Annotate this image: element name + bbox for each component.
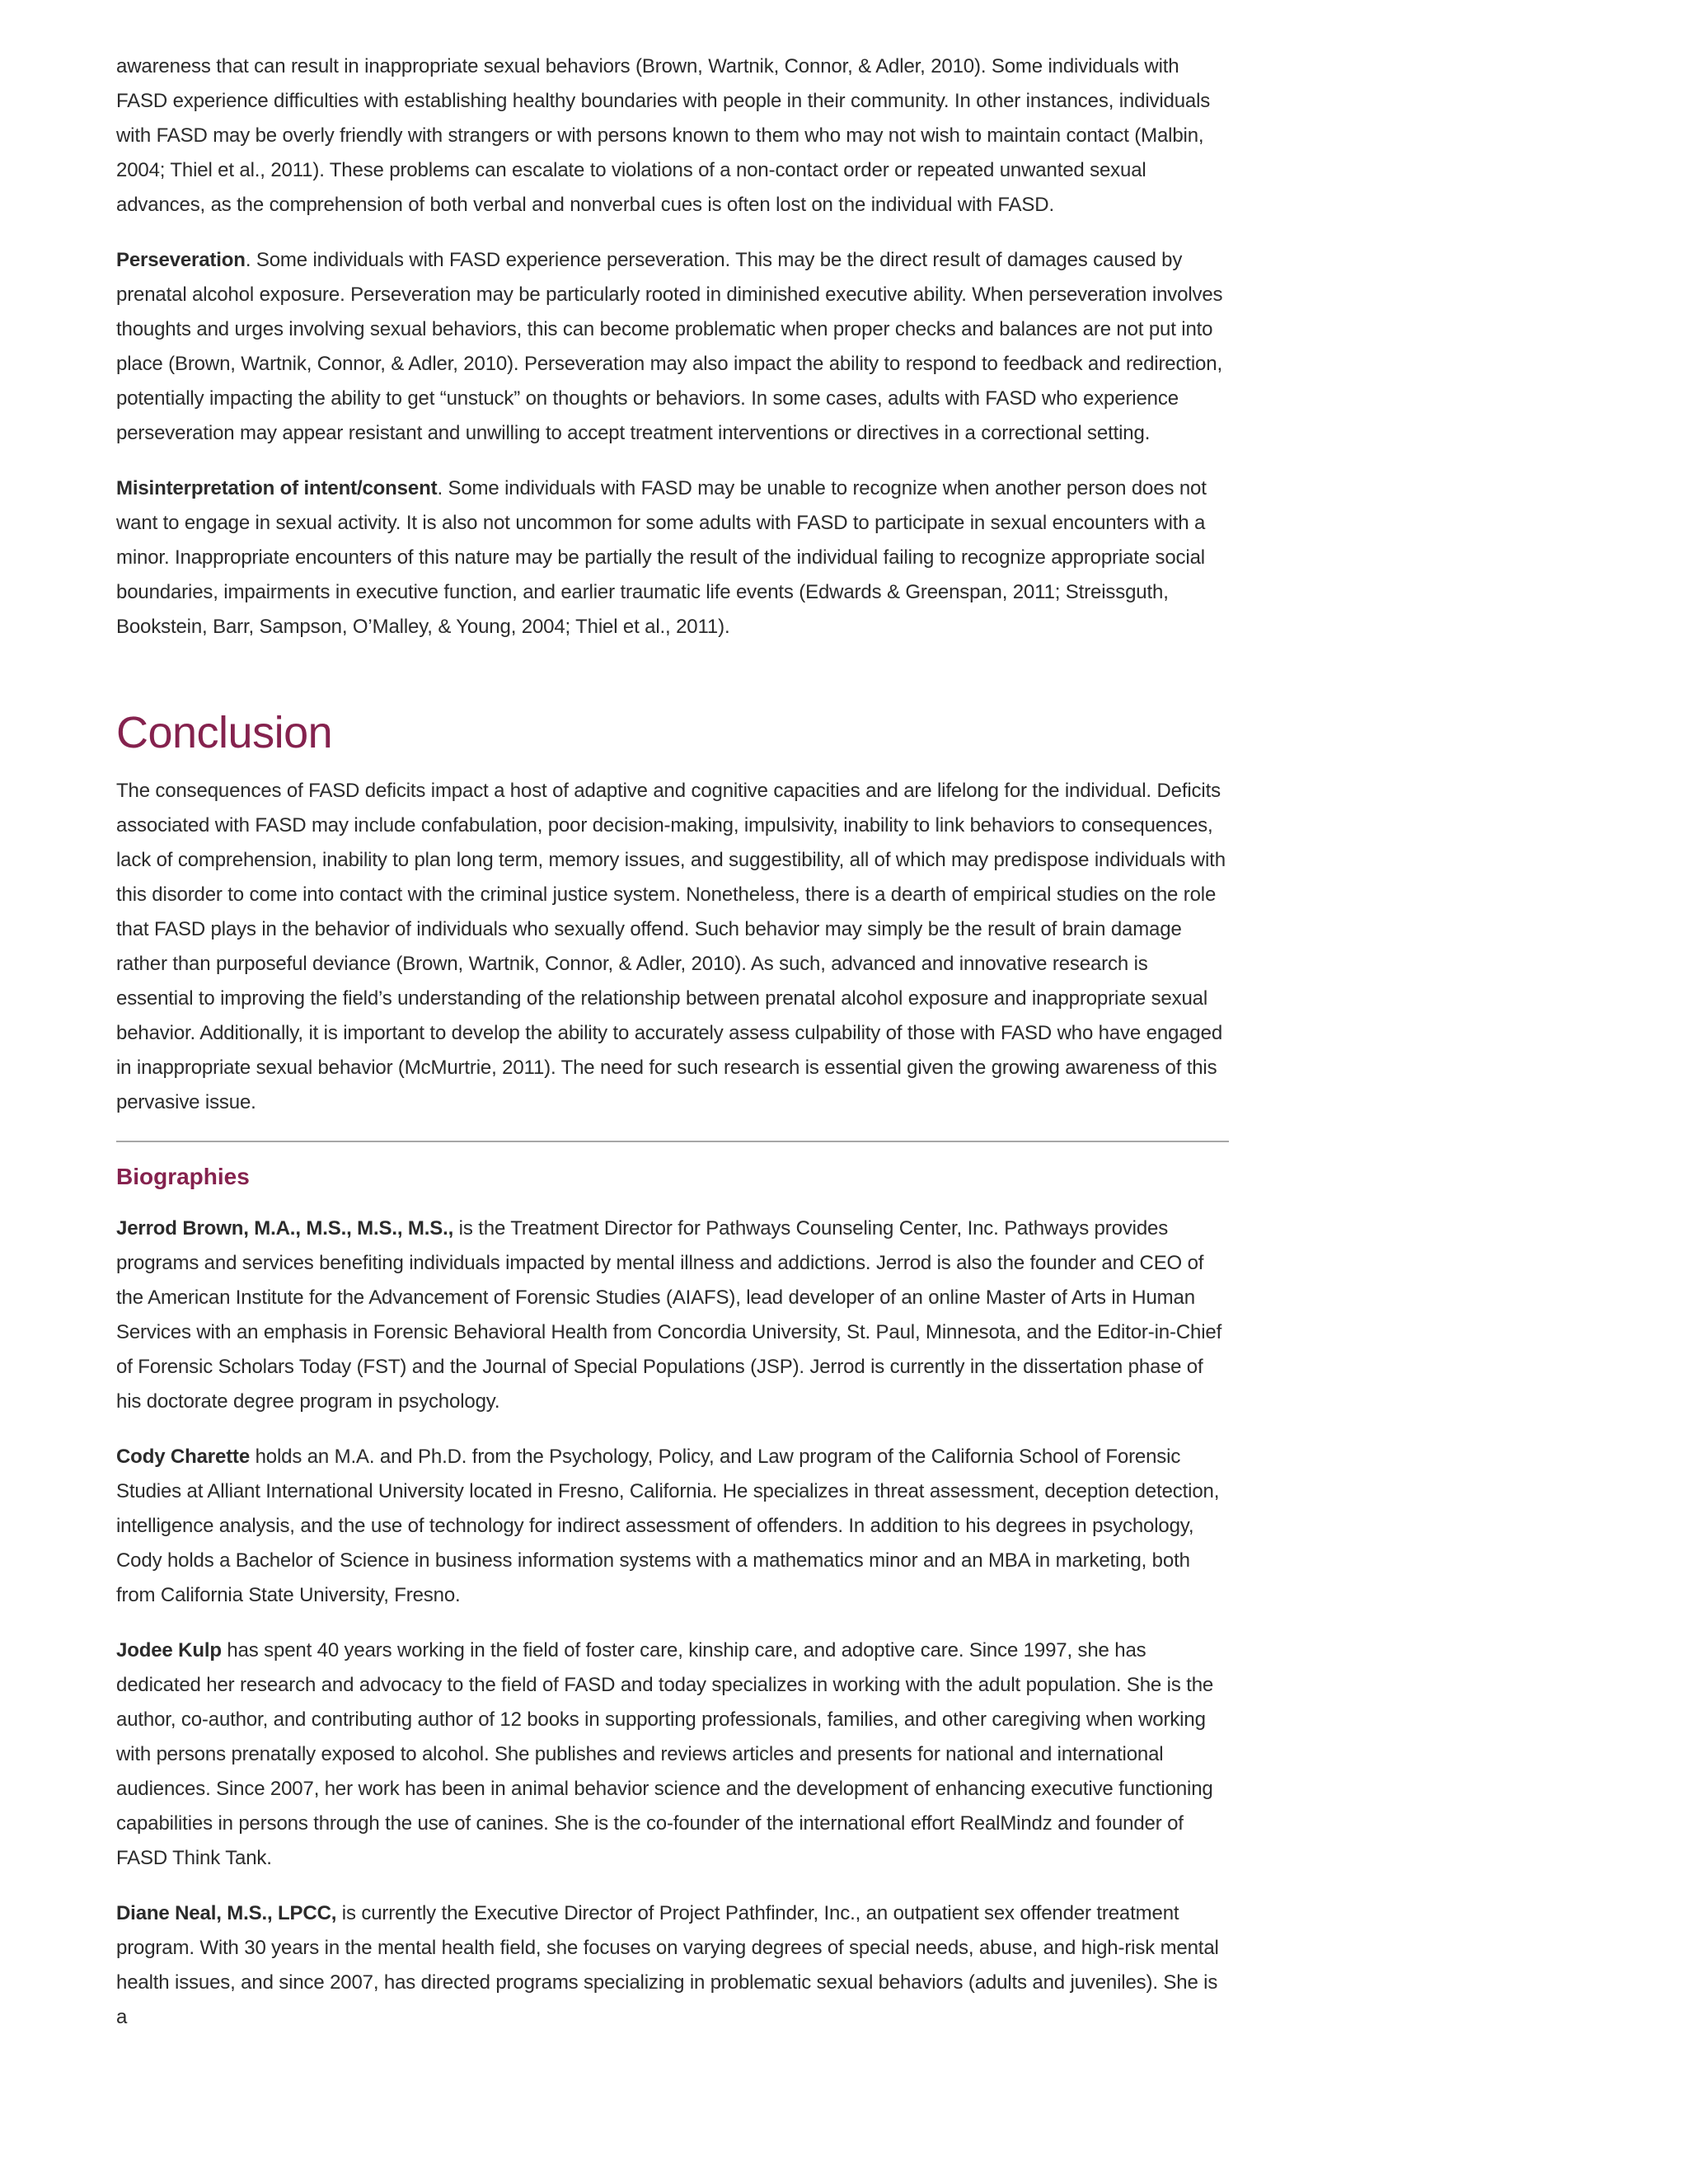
biography-jerrod-brown (116, 1212, 1229, 1419)
biography-text: is the Treatment Director for Pathways Counseling Center, Inc. Pathways provides programs and services benefiting individuals impacted by mental illness and addictions. Jerrod is also the founder and CEO of the American Institute for the Advancement of Forensic Studies (AIAFS), lead developer of an online Master of Arts in Human Services with an emphasis in Forensic Behavioral Health from Concordia University, St. Paul, Minnesota, and the Editor-in-Chief of Forensic Scholars Today (FST) and the Journal of Special Populations (JSP). Jerrod is currently in the dissertation phase of his doctorate degree program in psychology. (116, 1217, 1222, 1413)
perseveration-paragraph (116, 243, 1229, 451)
perseveration-term: Perseveration (116, 249, 246, 271)
conclusion-heading: Conclusion (116, 708, 333, 757)
conclusion-paragraph: The consequences of FASD deficits impact a host of adaptive and cognitive capacities and are lifelong for the individual. Deficits associated with FASD may include confabulation, poor decision-making, impulsivity, inability to link behaviors to consequences, lack of comprehension, inability to plan long term, memory issues, and suggestibility, all of which may predispose individuals with this disorder to come into contact with the criminal justice system. Nonetheless, there is a dearth of empirical studies on the role that FASD plays in the behavior of individuals who sexually offend. Such behavior may simply be the result of brain damage rather than purposeful deviance (Brown, Wartnik, Connor, & Adler, 2010). As such, advanced and innovative research is essential to improving the field’s understanding of the relationship between prenatal alcohol exposure and inappropriate sexual behavior. Additionally, it is important to develop the ability to accurately assess culpability of those with FASD who have engaged in inappropriate sexual behavior (McMurtrie, 2011). The need for such research is essential given the growing awareness of this pervasive issue. (116, 780, 1226, 1113)
biography-name: Cody Charette (116, 1446, 251, 1468)
biography-diane-neal (116, 1896, 1229, 2035)
misinterpretation-paragraph (116, 471, 1229, 644)
biography-text: is currently the Executive Director of Project Pathfinder, Inc., an outpatient sex offender treatment program. With 30 years in the mental health field, she focuses on varying degrees of special needs, abuse, and high-risk mental health issues, and since 2007, has directed programs specializing in problematic sexual behaviors (adults and juveniles). She is a (116, 1902, 1219, 2028)
biography-text: holds an M.A. and Ph.D. from the Psychology, Policy, and Law program of the California School of Forensic Studies at Alliant International University located in Fresno, California. He specializes in threat assessment, deception detection, intelligence analysis, and the use of technology for indirect assessment of offenders. In addition to his degrees in psychology, Cody holds a Bachelor of Science in business information systems with a mathematics minor and an MBA in marketing, both from California State University, Fresno. (116, 1446, 1220, 1606)
section-divider (116, 1141, 1229, 1142)
document-page (116, 49, 1229, 2055)
biographies-heading: Biographies (116, 1164, 250, 1189)
biography-name: Jerrod Brown, M.A., M.S., M.S., M.S., (116, 1217, 454, 1240)
intro-paragraph: awareness that can result in inappropriate sexual behaviors (Brown, Wartnik, Connor, & Adler, 2010). Some individuals with FASD experience difficulties with establishing healthy boundaries with people in their community. In other instances, individuals with FASD may be overly friendly with strangers or with persons known to them who may not wish to maintain contact (Malbin, 2004; Thiel et al., 2011). These problems can escalate to violations of a non-contact order or repeated unwanted sexual advances, as the comprehension of both verbal and nonverbal cues is often lost on the individual with FASD. (116, 55, 1211, 216)
biography-cody-charette (116, 1440, 1229, 1613)
biography-name: Diane Neal, M.S., LPCC, (116, 1902, 337, 1924)
biography-text: has spent 40 years working in the field of foster care, kinship care, and adoptive care. Since 1997, she has dedicated her research and advocacy to the field of FASD and today specializes in working with the adult population. She is the author, co-author, and contributing author of 12 books in supporting professionals, families, and other caregiving when working with persons prenatally exposed to alcohol. She publishes and reviews articles and presents for national and international audiences. Since 2007, her work has been in animal behavior science and the development of enhancing executive functioning capabilities in persons through the use of canines. She is the co-founder of the international effort RealMindz and founder of FASD Think Tank. (116, 1639, 1214, 1869)
biography-jodee-kulp (116, 1633, 1229, 1876)
misinterpretation-term: Misinterpretation of intent/consent (116, 477, 438, 499)
biography-name: Jodee Kulp (116, 1639, 222, 1661)
perseveration-text: . Some individuals with FASD experience perseveration. This may be the direct result of damages caused by prenatal alcohol exposure. Perseveration may be particularly rooted in diminished executive ability. When perseveration involves thoughts and urges involving sexual behaviors, this can become problematic when proper checks and balances are not put into place (Brown, Wartnik, Connor, & Adler, 2010). Perseveration may also impact the ability to respond to feedback and redirection, potentially impacting the ability to get “unstuck” on thoughts or behaviors. In some cases, adults with FASD who experience perseveration may appear resistant and unwilling to accept treatment interventions or directives in a correctional setting. (116, 249, 1223, 444)
misinterpretation-text: . Some individuals with FASD may be unable to recognize when another person does not want to engage in sexual activity. It is also not uncommon for some adults with FASD to participate in sexual encounters with a minor. Inappropriate encounters of this nature may be partially the result of the individual failing to recognize appropriate social boundaries, impairments in executive function, and earlier traumatic life events (Edwards & Greenspan, 2011; Streissguth, Bookstein, Barr, Sampson, O’Malley, & Young, 2004; Thiel et al., 2011). (116, 477, 1207, 638)
